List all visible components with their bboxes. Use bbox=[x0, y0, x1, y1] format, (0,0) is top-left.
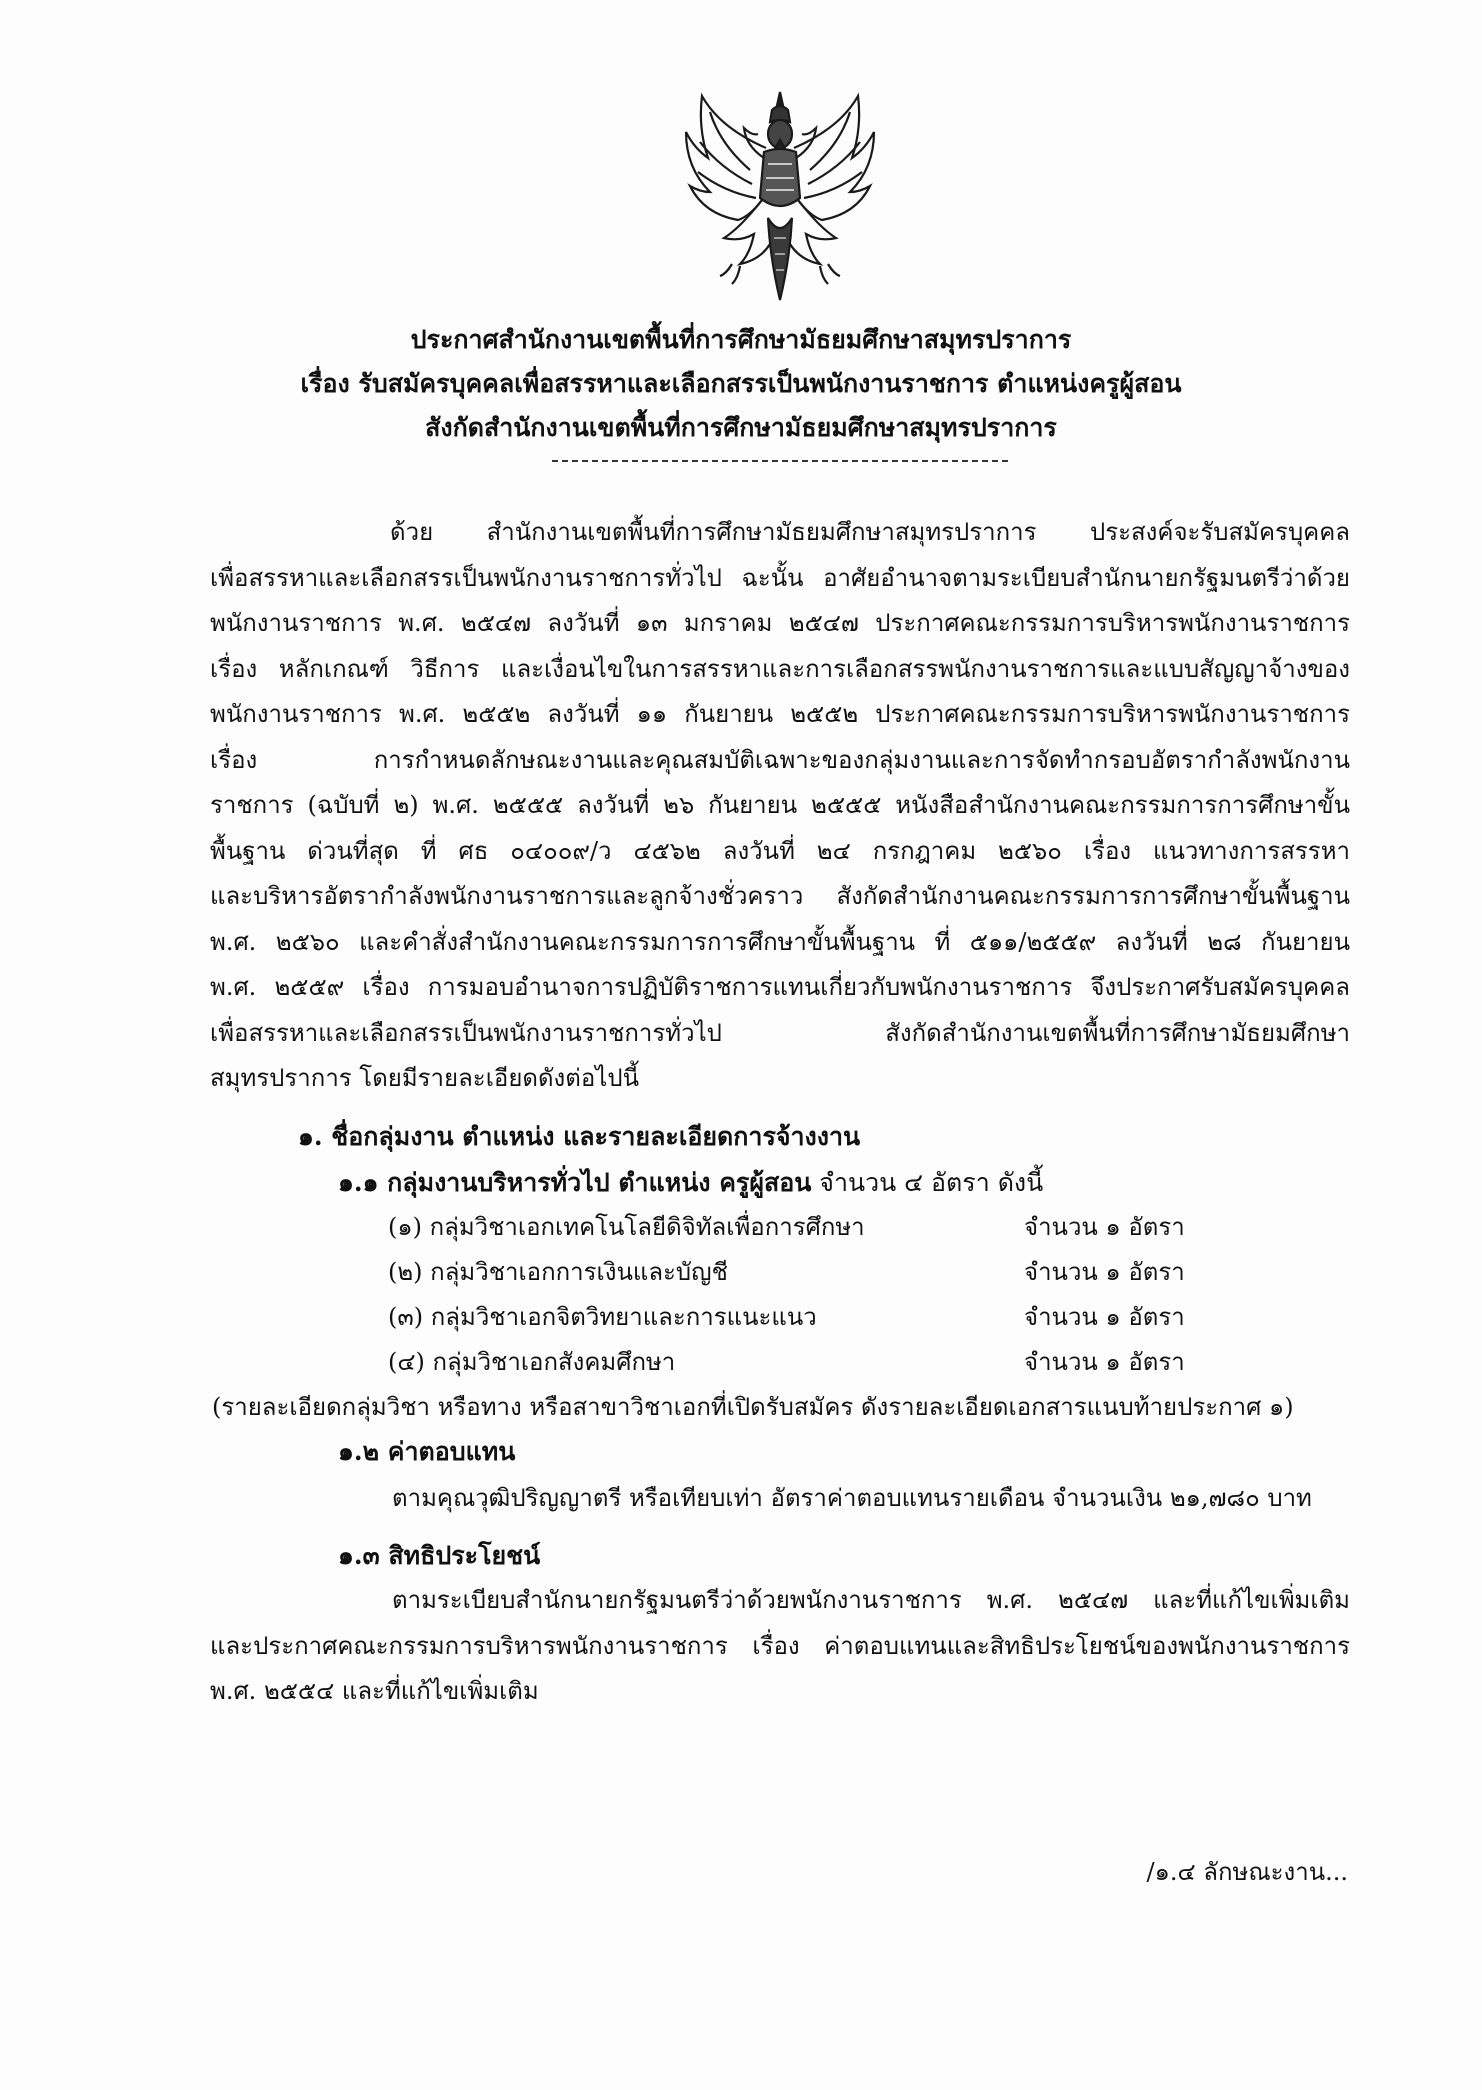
garuda-emblem-icon bbox=[680, 88, 880, 306]
compensation-text: ตามคุณวุฒิปริญญาตรี หรือเทียบเท่า อัตราค่าตอบแทนรายเดือน จำนวนเงิน ๒๑,๗๘๐ บาท bbox=[392, 1484, 1312, 1512]
attachment-note: (รายละเอียดกลุ่มวิชา หรือทาง หรือสาขาวิชาเอกที่เปิดรับสมัคร ดังรายละเอียดเอกสารแนบท้ายประกาศ ๑) bbox=[212, 1393, 1294, 1421]
section-1-heading: ๑. ชื่อกลุ่มงาน ตำแหน่ง และรายละเอียดการจ้างงาน bbox=[298, 1122, 861, 1151]
intro-line: และบริหารอัตรากำลังพนักงานราชการและลูกจ้างชั่วคราว สังกัดสำนักงานคณะกรรมการการศึกษาขั้นพื้นฐาน bbox=[210, 882, 1350, 910]
intro-line: เรื่อง การกำหนดลักษณะงานและคุณสมบัติเฉพาะของกลุ่มงานและการจัดทำกรอบอัตรากำลังพนักงาน bbox=[210, 745, 1350, 774]
title-divider bbox=[552, 460, 1008, 462]
list-item bbox=[388, 1340, 1198, 1385]
item-qty: จำนวน ๑ อัตรา bbox=[1024, 1348, 1185, 1376]
item-label: (๓) กลุ่มวิชาเอกจิตวิทยาและการแนะแนว bbox=[388, 1303, 817, 1331]
benefits-paragraph bbox=[210, 1578, 1350, 1715]
item-label: (๒) กลุ่มวิชาเอกการเงินและบัญชี bbox=[388, 1258, 728, 1286]
intro-paragraph bbox=[210, 510, 1350, 1102]
item-qty: จำนวน ๑ อัตรา bbox=[1024, 1258, 1185, 1286]
benefit-line: และประกาศคณะกรรมการบริหารพนักงานราชการ เรื่อง ค่าตอบแทนและสิทธิประโยชน์ของพนักงานราชการ bbox=[210, 1631, 1350, 1660]
item-qty: จำนวน ๑ อัตรา bbox=[1024, 1303, 1185, 1331]
section-1-3-heading: ๑.๓ สิทธิประโยชน์ bbox=[338, 1541, 541, 1570]
section-1-1-heading bbox=[338, 1161, 1043, 1205]
intro-line: พ.ศ. ๒๕๕๙ เรื่อง การมอบอำนาจการปฏิบัติราชการแทนเกี่ยวกับพนักงานราชการ จึงประกาศรับสมัครบุคคล bbox=[210, 973, 1350, 1001]
position-list bbox=[388, 1205, 1198, 1385]
benefit-line: พ.ศ. ๒๕๕๔ และที่แก้ไขเพิ่มเติม bbox=[210, 1677, 539, 1705]
item-label: (๔) กลุ่มวิชาเอกสังคมศึกษา bbox=[388, 1348, 676, 1376]
intro-line: ด้วย สำนักงานเขตพื้นที่การศึกษามัธยมศึกษาสมุทรปราการ ประสงค์จะรับสมัครบุคคล bbox=[390, 518, 1350, 546]
intro-line: พนักงานราชการ พ.ศ. ๒๕๕๒ ลงวันที่ ๑๑ กันยายน ๒๕๕๒ ประกาศคณะกรรมการบริหารพนักงานราชการ bbox=[210, 700, 1350, 728]
intro-line: พื้นฐาน ด่วนที่สุด ที่ ศธ ๐๔๐๐๙/ว ๔๕๖๒ ลงวันที่ ๒๔ กรกฎาคม ๒๕๖๐ เรื่อง แนวทางการสรรหา bbox=[210, 836, 1350, 865]
intro-line: สมุทรปราการ โดยมีรายละเอียดดังต่อไปนี้ bbox=[210, 1064, 639, 1092]
title-line-3: สังกัดสำนักงานเขตพื้นที่การศึกษามัธยมศึกษาสมุทรปราการ bbox=[425, 413, 1057, 442]
section-1-2-heading: ๑.๒ ค่าตอบแทน bbox=[338, 1437, 516, 1466]
intro-line: ราชการ (ฉบับที่ ๒) พ.ศ. ๒๕๕๕ ลงวันที่ ๒๖ กันยายน ๒๕๕๕ หนังสือสำนักงานคณะกรรมการการศึกษาขั้น bbox=[210, 791, 1350, 819]
section-1-1-count: จำนวน ๔ อัตรา ดังนี้ bbox=[811, 1168, 1044, 1197]
intro-line: เพื่อสรรหาและเลือกสรรเป็นพนักงานราชการทั่วไป ฉะนั้น อาศัยอำนาจตามระเบียบสำนักนายกรัฐมนตรีว่าด้วย bbox=[210, 563, 1350, 592]
announcement-title bbox=[200, 318, 1282, 450]
section-1-1-title: ๑.๑ กลุ่มงานบริหารทั่วไป ตำแหน่ง ครูผู้สอน bbox=[338, 1168, 812, 1197]
intro-line: พ.ศ. ๒๕๖๐ และคำสั่งสำนักงานคณะกรรมการการศึกษาขั้นพื้นฐาน ที่ ๕๑๑/๒๕๕๙ ลงวันที่ ๒๘ กันยายน bbox=[210, 927, 1350, 956]
list-item bbox=[388, 1295, 1198, 1340]
benefit-line: ตามระเบียบสำนักนายกรัฐมนตรีว่าด้วยพนักงานราชการ พ.ศ. ๒๕๔๗ และที่แก้ไขเพิ่มเติม bbox=[392, 1586, 1350, 1614]
item-qty: จำนวน ๑ อัตรา bbox=[1024, 1213, 1185, 1241]
title-line-1: ประกาศสำนักงานเขตพื้นที่การศึกษามัธยมศึกษาสมุทรปราการ bbox=[410, 325, 1072, 354]
intro-line: เรื่อง หลักเกณฑ์ วิธีการ และเงื่อนไขในการสรรหาและการเลือกสรรพนักงานราชการและแบบสัญญาจ้างของ bbox=[210, 654, 1350, 683]
list-item bbox=[388, 1250, 1198, 1295]
page-continuation: /๑.๔ ลักษณะงาน... bbox=[1146, 1858, 1348, 1886]
intro-line: เพื่อสรรหาและเลือกสรรเป็นพนักงานราชการทั่วไป สังกัดสำนักงานเขตพื้นที่การศึกษามัธยมศึกษา bbox=[210, 1018, 1350, 1047]
intro-line: พนักงานราชการ พ.ศ. ๒๕๔๗ ลงวันที่ ๑๓ มกราคม ๒๕๔๗ ประกาศคณะกรรมการบริหารพนักงานราชการ bbox=[210, 609, 1350, 637]
item-label: (๑) กลุ่มวิชาเอกเทคโนโลยีดิจิทัลเพื่อการศึกษา bbox=[388, 1213, 865, 1241]
list-item bbox=[388, 1205, 1198, 1250]
title-line-2: เรื่อง รับสมัครบุคคลเพื่อสรรหาและเลือกสรรเป็นพนักงานราชการ ตำแหน่งครูผู้สอน bbox=[300, 369, 1182, 398]
